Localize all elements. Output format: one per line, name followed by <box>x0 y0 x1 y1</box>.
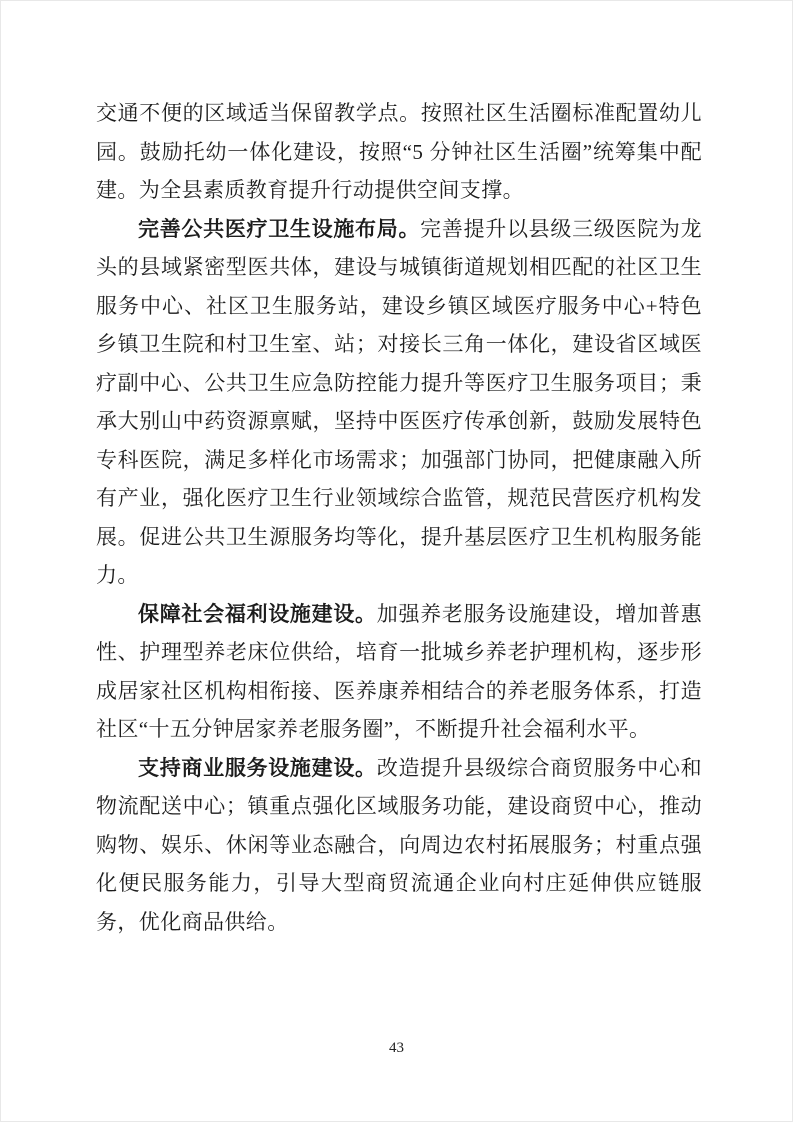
paragraph-medical-facilities <box>96 210 702 595</box>
paragraph-social-welfare <box>96 595 702 749</box>
paragraph-lead-bold: 完善公共医疗卫生设施布局。 <box>138 216 421 241</box>
paragraph-text: 完善提升以县级三级医院为龙头的县域紧密型医共体，建设与城镇街道规划相匹配的社区卫生服务中心、社区卫生服务站，建设乡镇区域医疗服务中心+特色乡镇卫生院和村卫生室、站；对接长三角一体化，建设省区域医疗副中心、公共卫生应急防控能力提升等医疗卫生服务项目；秉承大别山中药资源禀赋，坚持中医医疗传承创新，鼓励发展特色专科医院，满足多样化市场需求；加强部门协同，把健康融入所有产业，强化医疗卫生行业领域综合监管，规范民营医疗机构发展。促进公共卫生源服务均等化，提升基层医疗卫生机构服务能力。 <box>96 216 703 587</box>
paragraph-commercial-services <box>96 749 702 942</box>
paragraph-text: 改造提升县级综合商贸服务中心和物流配送中心；镇重点强化区域服务功能，建设商贸中心，推动购物、娱乐、休闲等业态融合，向周边农村拓展服务；村重点强化便民服务能力，引导大型商贸流通企业向村庄延伸供应链服务，优化商品供给。 <box>96 755 703 934</box>
paragraph-lead-bold: 保障社会福利设施建设。 <box>138 601 377 626</box>
page-number: 43 <box>389 1040 404 1056</box>
paragraph-text: 加强养老服务设施建设，增加普惠性、护理型养老床位供给，培育一批城乡养老护理机构，逐步形成居家社区机构相衔接、医养康养相结合的养老服务体系，打造社区“十五分钟居家养老服务圈”，不断提升社会福利水平。 <box>96 601 703 741</box>
page-body <box>96 94 702 941</box>
paragraph-text: 交通不便的区域适当保留教学点。按照社区生活圈标准配置幼儿园。鼓励托幼一体化建设，按照“5 分钟社区生活圈”统筹集中配建。为全县素质教育提升行动提供空间支撑。 <box>96 101 702 202</box>
paragraph-education-continuation <box>96 94 702 210</box>
paragraph-lead-bold: 支持商业服务设施建设。 <box>138 755 377 780</box>
